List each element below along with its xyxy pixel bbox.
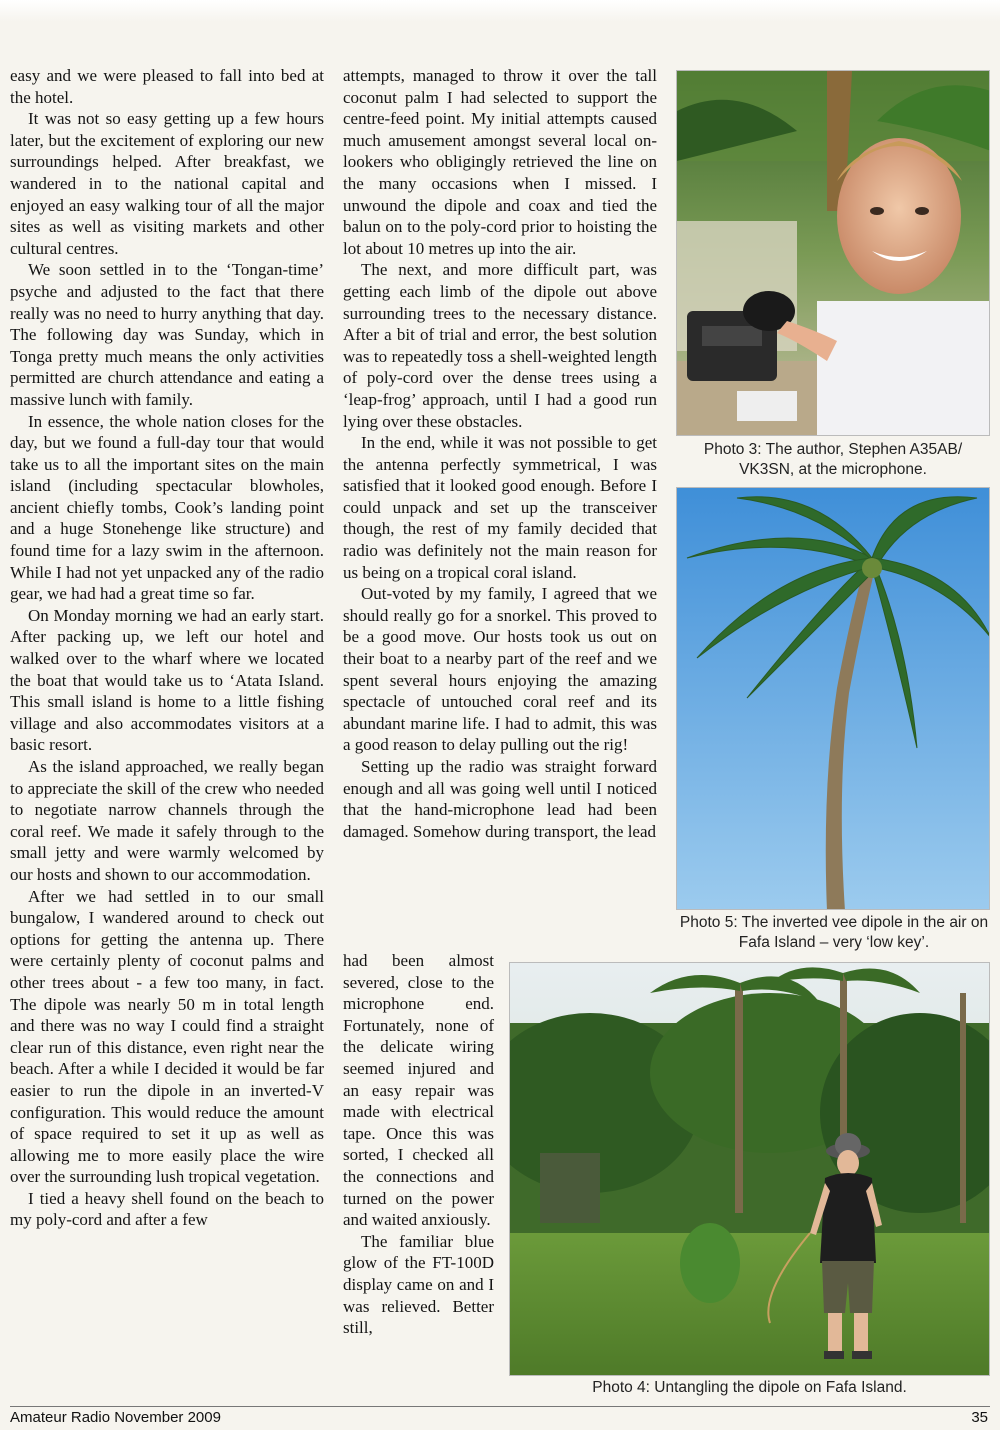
paragraph: The next, and more difficult part, was getting each limb of the dipole out above surrounding trees to the necessary distance. After a bit of trial and error, the best solution was to repeatedly toss a shell-weighted length of poly-cord over the dense trees using a ‘leap-frog’ approach, until I had a good run lying over these obstacles. — [343, 260, 657, 431]
paragraph: Setting up the radio was straight forward enough and all was going well until I noticed that the hand-microphone lead had been damaged. Somehow during transport, the lead — [343, 757, 657, 841]
photo-4-caption: Photo 4: Untangling the dipole on Fafa Island. — [592, 1379, 907, 1396]
paragraph: In essence, the whole nation closes for the day, but we found a full-day tour that would take us to all the important sites on the main island (including spectacular blowholes, ancient chiefly tombs, Cook’s landing point and a huge Stonehenge like structure) and found time for a lazy swim in the afternoon. While I had not yet unpacked any of the radio gear, we had had a great time so far. — [10, 411, 324, 604]
paragraph: I tied a heavy shell found on the beach to my poly-cord and after a few — [10, 1188, 324, 1230]
article-column-1 — [10, 65, 324, 1231]
paragraph: It was not so easy getting up a few hours later, but the excitement of exploring our new surroundings helped. After breakfast, we wandered in to the national capital and enjoyed an easy walking tour of all the major sites as well as visiting markets and other cultural centres. — [10, 109, 324, 258]
paragraph: In the end, while it was not possible to get the antenna perfectly symmetrical, I was satisfied that it looked good enough. Before I could unpack and set up the transceiver though, the rest of my family decided that radio was definitely not the main reason for us being on a tropical coral island. — [343, 433, 657, 582]
paragraph: After we had settled in to our small bungalow, I wandered around to check out options for getting the antenna up. There were certainly plenty of coconut palms and other trees about - a few too many, in fact. The dipole was nearly 50 m in total length and there was no way I could find a straight clear run of this distance, even right near the beach. After a while I decided it would be far easier to run the dipole in an inverted-V configuration. This would reduce the amount of space required to set it up as well as allowing me to more easily place the wire over the surrounding lush tropical vegetation. — [10, 886, 324, 1187]
article-column-2-narrow — [343, 950, 494, 1339]
paragraph: We soon settled in to the ‘Tongan-time’ psyche and adjusted to the fact that there really was no need to hurry anything that day. The following day was Sunday, which in Tonga pretty much means the only activities permitted are church attendance and eating a massive lunch with family. — [10, 260, 324, 409]
photo-4-untangling-dipole — [509, 962, 990, 1376]
photo-3-image — [677, 71, 990, 436]
photo-5-inverted-vee-dipole — [676, 487, 990, 910]
photo-5-image — [677, 488, 990, 910]
page-top-margin — [0, 0, 1000, 22]
photo-3-caption: Photo 3: The author, Stephen A35AB/ VK3SN, at the microphone. — [703, 441, 963, 478]
paragraph: Out-voted by my family, I agreed that we should really go for a snorkel. This proved to be a good move. Our hosts took us out on their boat to a nearby part of the reef and we spent several hours enjoying the amazing spectacle of untouched coral reef and its abundant marine life. I had to admit, this was a good reason to delay pulling out the rig! — [343, 584, 657, 755]
paragraph: easy and we were pleased to fall into bed at the hotel. — [10, 66, 324, 107]
paragraph: had been almost severed, close to the microphone end. Fortunately, none of the delicate wiring seemed injured and an easy repair was made with electrical tape. Once this was sorted, I checked all the connections and turned on the power and waited anxiously. — [343, 951, 494, 1230]
paragraph: The familiar blue glow of the FT-100D display came on and I was relieved. Better still, — [343, 1231, 494, 1338]
publication-name: Amateur Radio November 2009 — [10, 1409, 221, 1426]
page-footer — [10, 1406, 990, 1426]
photo-4-image — [510, 963, 990, 1376]
paragraph: As the island approached, we really began to appreciate the skill of the crew who needed to negotiate narrow channels through the coral reef. We made it safely through to the small jetty and were warmly welcomed by our hosts and shown to our accommodation. — [10, 757, 324, 884]
photo-3-author-at-microphone — [676, 70, 990, 436]
page-number: 35 — [971, 1409, 988, 1426]
photo-5-caption: Photo 5: The inverted vee dipole in the air on Fafa Island – very ‘low key’. — [679, 914, 989, 951]
paragraph: On Monday morning we had an early start. After packing up, we left our hotel and walked over to the wharf where we located the boat that would take us to ‘Atata Island. This small island is home to a little fishing village and also accommodates visitors at a basic resort. — [10, 605, 324, 755]
article-column-2 — [343, 65, 657, 842]
paragraph: attempts, managed to throw it over the tall coconut palm I had selected to support the centre-feed point. My initial attempts caused much amusement amongst several local on-lookers who obligingly retrieved the line on the many occasions when I missed. I unwound the dipole and coax and tied the balun on to the poly-cord prior to hoisting the lot about 10 metres up into the air. — [343, 66, 657, 258]
